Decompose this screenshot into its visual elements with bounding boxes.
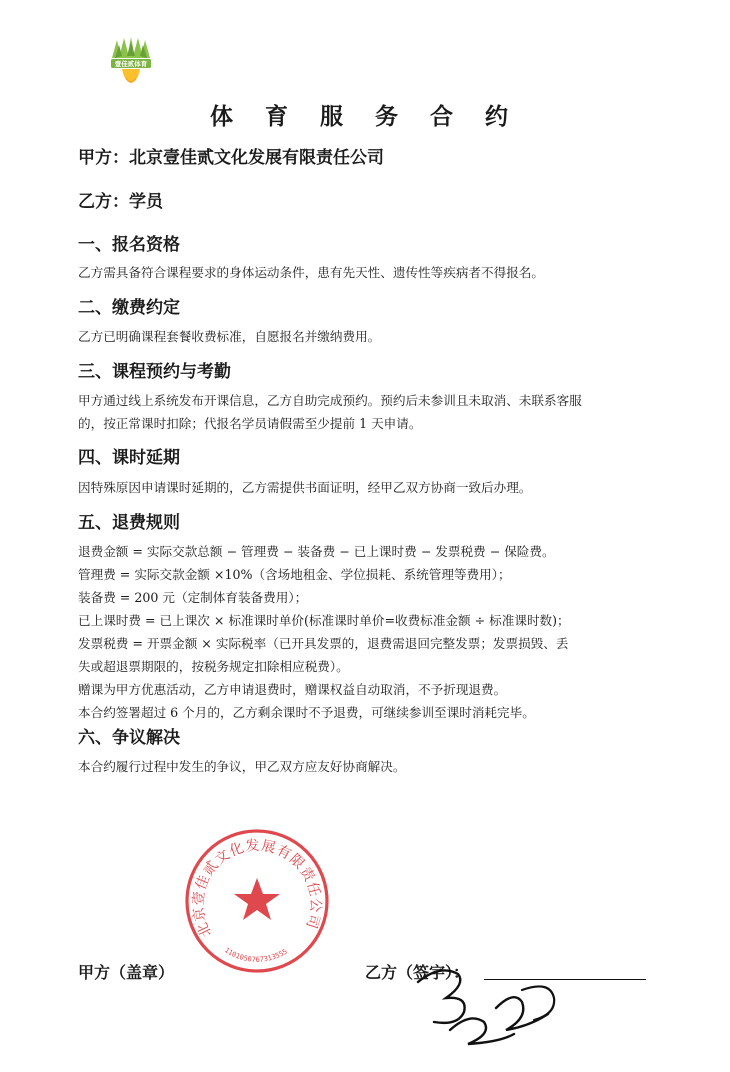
body-line: 管理费 = 实际交款金额 ×10%（含场地租金、学位损耗、系统管理等费用）；: [78, 567, 511, 582]
party-b: 乙方：学员: [78, 192, 163, 212]
body-line: 本合约签署超过 6 个月的，乙方剩余课时不予退费，可继续参训至课时消耗完毕。: [78, 705, 535, 720]
party-a-seal-label: 甲方（盖章）: [78, 963, 175, 982]
section-heading: 四、课时延期: [78, 448, 180, 468]
body-line: 本合约履行过程中发生的争议，甲乙双方应友好协商解决。: [78, 759, 406, 774]
body-line: 发票税费 = 开票金额 × 实际税率（已开具发票的，退费需退回完整发票；发票损毁、丢: [78, 636, 569, 651]
body-line: 因特殊原因申请课时延期的，乙方需提供书面证明，经甲乙双方协商一致后办理。: [78, 480, 532, 495]
section-heading: 一、报名资格: [78, 235, 180, 255]
contract-title: 体 育 服 务 合 约: [209, 103, 521, 130]
section-body: [78, 540, 653, 724]
body-line: 的，按正常课时扣除；代报名学员请假需至少提前 1 天申请。: [78, 416, 422, 431]
badminton-shuttlecock-logo: [108, 36, 154, 88]
party-b-sign-label: 乙方（签字）：: [365, 963, 470, 982]
section-body: [78, 755, 653, 778]
section-heading: 六、争议解决: [78, 728, 180, 748]
section-body: [78, 261, 653, 284]
body-line: 已上课时费 = 已上课次 × 标准课时单价(标准课时单价=收费标准金额 ÷ 标准课时数)；: [78, 613, 570, 628]
section-heading: 三、课程预约与考勤: [78, 362, 231, 382]
svg-text:1101050767313555: 1101050767313555: [222, 946, 289, 964]
body-line: 赠课为甲方优惠活动，乙方申请退费时，赠课权益自动取消，不予折现退费。: [78, 682, 507, 697]
body-line: 甲方通过线上系统发布开课信息，乙方自助完成预约。预约后未参训且未取消、未联系客服: [78, 393, 582, 408]
body-line: 乙方已明确课程套餐收费标准，自愿报名并缴纳费用。: [78, 329, 381, 344]
party-a: 甲方：北京壹佳贰文化发展有限责任公司: [78, 148, 384, 168]
company-seal: [182, 826, 332, 976]
section-heading: 五、退费规则: [78, 513, 180, 533]
svg-text:北京壹佳贰文化发展有限责任公司: 北京壹佳贰文化发展有限责任公司: [190, 837, 324, 940]
svg-text:壹佳贰体育: 壹佳贰体育: [114, 60, 148, 68]
section-body: [78, 476, 653, 499]
section-heading: 二、缴费约定: [78, 298, 180, 318]
body-line: 退费金额 = 实际交款总额 − 管理费 − 装备费 − 已上课时费 − 发票税费 − 保险费。: [78, 544, 555, 559]
body-line: 装备费 = 200 元（定制体育装备费用）；: [78, 590, 308, 605]
body-line: 失或超退票期限的，按税务规定扣除相应税费）。: [78, 659, 349, 674]
section-body: [78, 389, 653, 435]
handwritten-signature: [410, 960, 570, 1050]
section-body: [78, 325, 653, 348]
body-line: 乙方需具备符合课程要求的身体运动条件，患有先天性、遗传性等疾病者不得报名。: [78, 265, 544, 280]
